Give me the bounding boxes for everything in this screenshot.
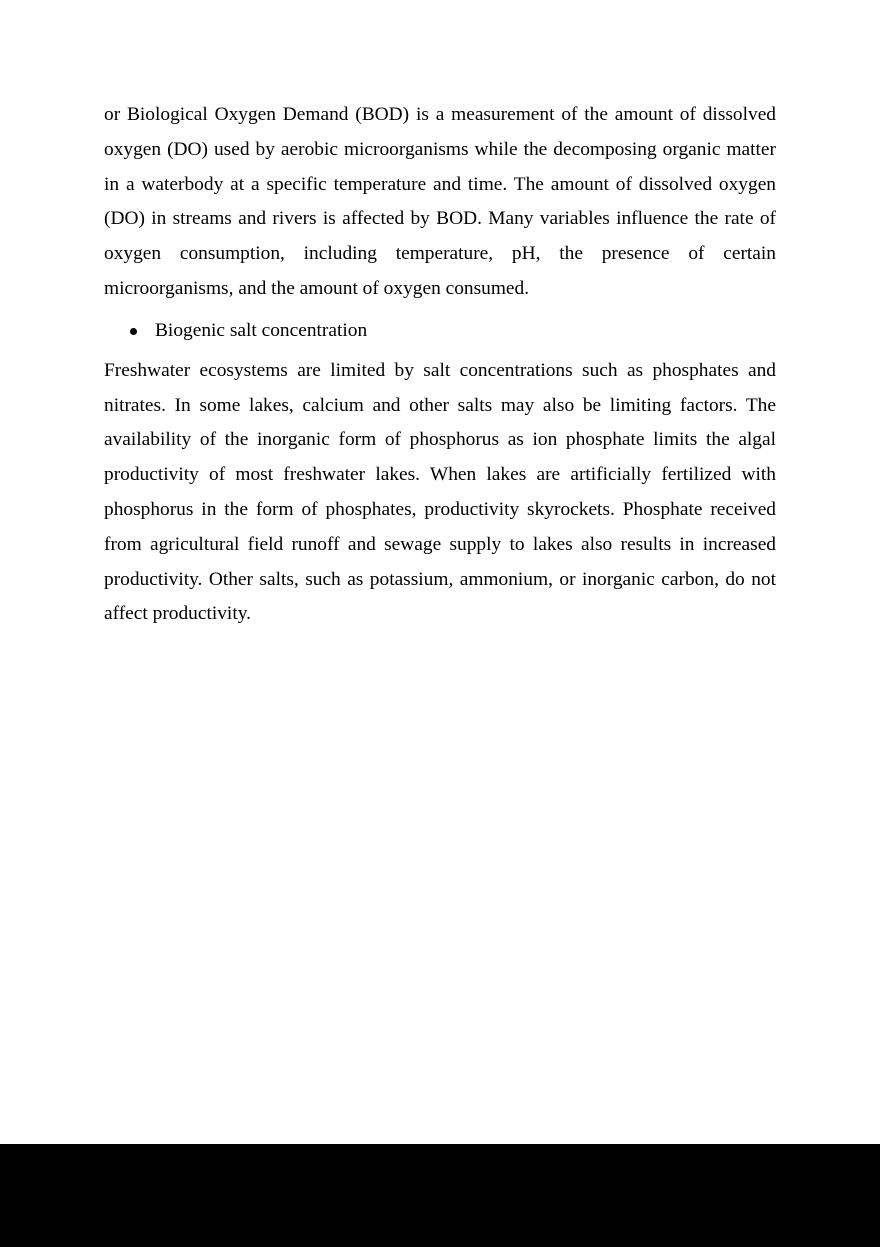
bottom-black-band <box>0 1144 880 1247</box>
bullet-item-biogenic-salt <box>104 319 776 343</box>
bullet-dot-icon <box>130 328 137 335</box>
document-body <box>104 98 776 632</box>
paragraph-bod: or Biological Oxygen Demand (BOD) is a measurement of the amount of dissolved oxygen (DO) used by aerobic microorganisms while the decomposing organic matter in a waterbody at a specific temperature and time. The amount of dissolved oxygen (DO) in streams and rivers is affected by BOD. Many variables influence the rate of oxygen consumption, including temperature, pH, the presence of certain microorganisms, and the amount of oxygen consumed. <box>104 104 776 299</box>
bullet-label: Biogenic salt concentration <box>155 319 368 341</box>
bullet-list <box>104 319 776 343</box>
paragraph-biogenic-salt: Freshwater ecosystems are limited by salt concentrations such as phosphates and nitrates. In some lakes, calcium and other salts may also be limiting factors. The availability of the inorganic form of phosphorus as ion phosphate limits the algal productivity of most freshwater lakes. When lakes are artificially fertilized with phosphorus in the form of phosphates, productivity skyrockets. Phosphate received from agricultural field runoff and sewage supply to lakes also results in increased productivity. Other salts, such as potassium, ammonium, or inorganic carbon, do not affect productivity. <box>104 359 776 625</box>
